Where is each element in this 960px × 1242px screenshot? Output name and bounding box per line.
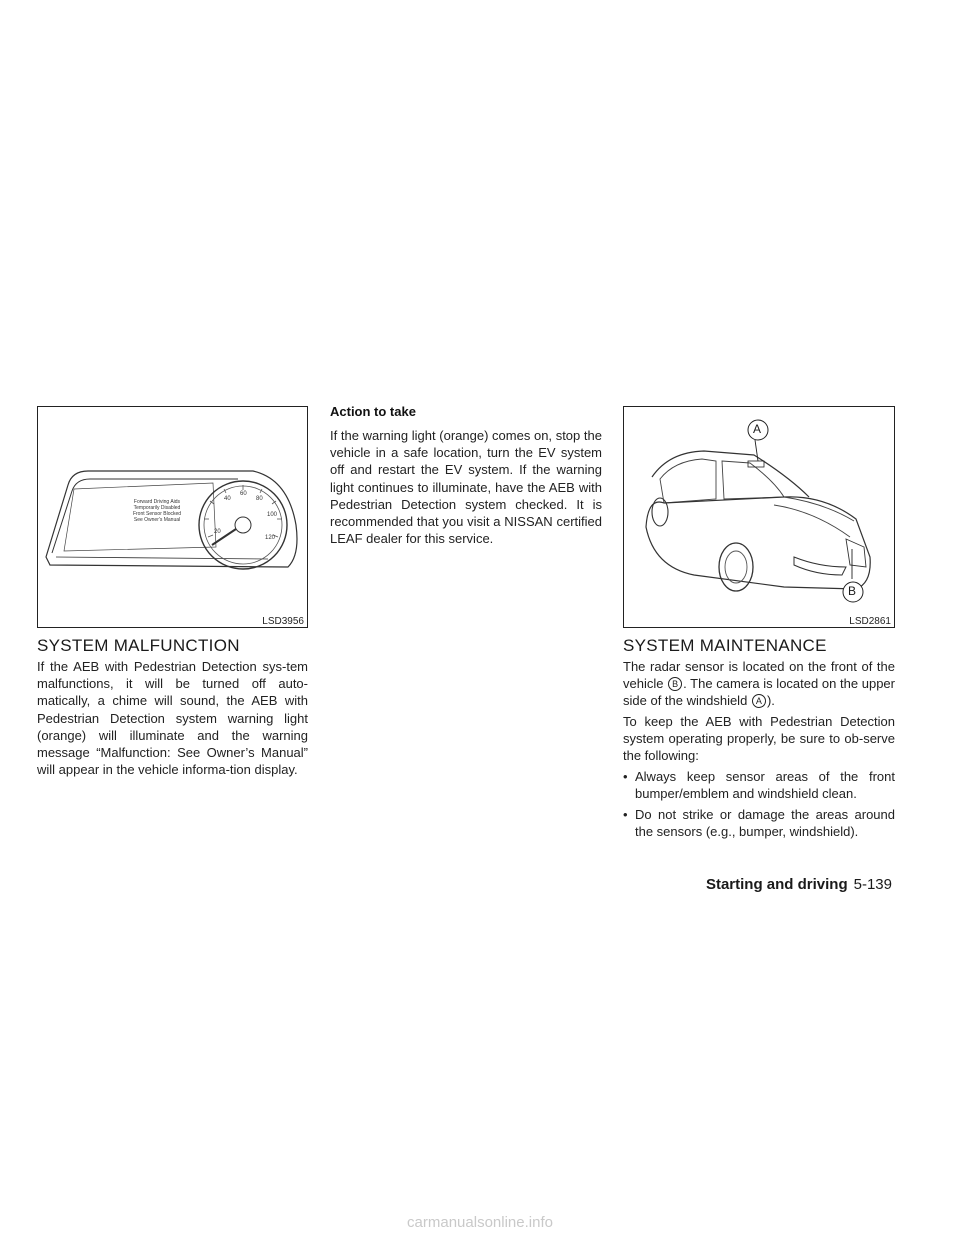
section-heading-malfunction: SYSTEM MALFUNCTION <box>37 636 240 655</box>
screen-line: Front Sensor Blocked <box>132 511 182 517</box>
screen-line: Forward Driving Aids <box>133 499 181 505</box>
intro-text: The radar sensor is located on the front of the vehicle <box>623 659 895 692</box>
figure-code: LSD2861 <box>849 616 891 627</box>
intro-text: ). <box>766 693 775 709</box>
bullet-dot: • <box>623 769 628 784</box>
footer-page-number: 5-139 <box>853 876 892 893</box>
watermark: carmanualsonline.info <box>407 1214 553 1231</box>
malfunction-paragraph: If the AEB with Pedestrian Detection sys-tem malfunctions, it will be turned off auto-matically, a chime will sound, the AEB with Pedestrian Detection system warning light (orange) will illuminate and the warning message “Malfunction: See Owner’s Manual” will appear in the vehicle informa-tion display. <box>37 659 308 778</box>
car-figure <box>623 406 895 628</box>
maintenance-bullet <box>623 806 895 840</box>
callout-a-label: A <box>753 422 762 436</box>
screen-line: Temporarily Disabled <box>133 505 181 511</box>
gauge-number: 120 <box>265 535 276 541</box>
callout-a-icon: A <box>752 694 766 708</box>
callout-b-icon: B <box>668 677 682 691</box>
section-heading-maintenance: SYSTEM MAINTENANCE <box>623 636 827 655</box>
footer-section-title: Starting and driving <box>705 876 848 893</box>
screen-line: See Owner's Manual <box>133 517 181 523</box>
figure-code: LSD3956 <box>262 616 304 627</box>
intro-text: . The camera is located on the upper side of the windshield <box>623 676 895 709</box>
gauge-number: 80 <box>256 496 263 502</box>
gauge-number: 40 <box>224 496 231 502</box>
bullet-text: Do not strike or damage the areas around the sensors (e.g., bumper, windshield). <box>635 807 895 840</box>
callout-b-label: B <box>848 584 857 598</box>
action-subheading: Action to take <box>330 404 416 419</box>
cluster-figure <box>37 406 308 628</box>
maintenance-keep-text: To keep the AEB with Pedestrian Detection system operating properly, be sure to ob-serve the following: <box>623 714 895 764</box>
bullet-dot: • <box>623 807 628 822</box>
maintenance-intro <box>623 658 895 710</box>
page-footer <box>706 876 892 893</box>
maintenance-bullet <box>623 768 895 802</box>
bullet-text: Always keep sensor areas of the front bumper/emblem and windshield clean. <box>635 769 895 802</box>
cluster-screen-text <box>112 499 202 523</box>
gauge-number: 100 <box>267 512 278 518</box>
gauge-number: 20 <box>214 529 221 535</box>
gauge-number: 60 <box>240 491 247 497</box>
action-paragraph: If the warning light (orange) comes on, stop the vehicle in a safe location, turn the EV system off and restart the EV system. If the warning light continues to illuminate, have the AEB with Pedestrian Detection system checked. It is recommended that you visit a NISSAN certified LEAF dealer for this service. <box>330 428 602 547</box>
